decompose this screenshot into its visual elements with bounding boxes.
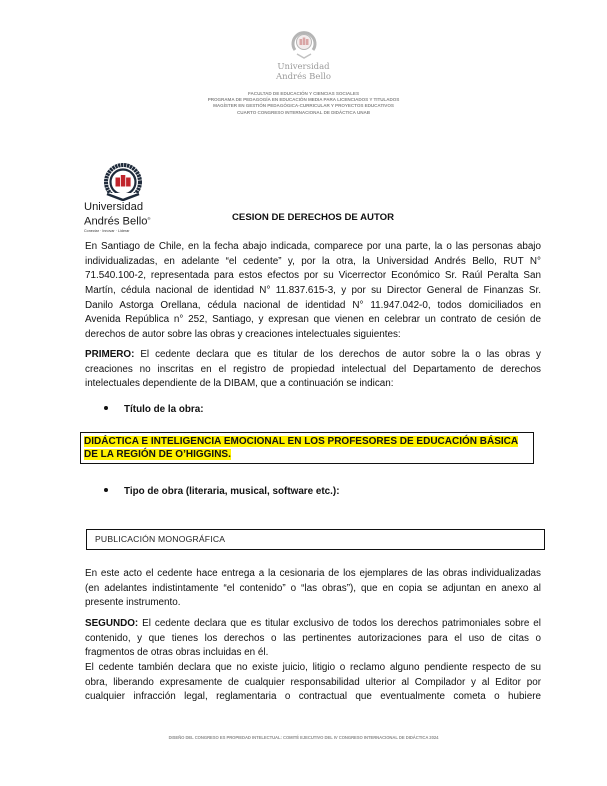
header-logo — [0, 28, 607, 82]
primero-line — [85, 348, 541, 363]
intro-paragraph — [85, 240, 541, 343]
work-title-line: DE LA REGIÓN DE O’HIGGINS. — [84, 448, 231, 460]
primero-line: intelectuales dependiente de la DIBAM, que a continuación se indican: — [85, 378, 394, 390]
university-crest-icon — [289, 28, 319, 62]
bullet-icon — [104, 406, 108, 410]
segundo-text: El cedente declara que es titular exclusivo de todos los derechos patrimoniales sobre el — [138, 618, 541, 629]
header-university-line1: Universidad — [277, 62, 330, 72]
logo-line1: Universidad — [84, 201, 144, 213]
intro-line: derechos de autor sobre las obras y creaciones intelectuales siguientes: — [85, 329, 401, 341]
page-footer: DISEÑO DEL CONGRESO ES PROPIEDAD INTELECTUAL: COMITÉ EJECUTIVO DEL IV CONGRESO INTERNACIONAL DE DIDÁCTICA 2024 — [168, 735, 439, 740]
bullet-work-type-label: Tipo de obra (literaria, musical, software etc.): — [124, 486, 340, 497]
unab-logo — [84, 163, 176, 233]
bullet-icon — [104, 488, 108, 492]
congress-line: CUARTO CONGRESO INTERNACIONAL DE DIDÁCTICA UNAB — [236, 109, 371, 115]
intro-line: Martín, cédula nacional de identidad N° 11.837.615-3, y por su Director General de Finanzas Sr. — [85, 285, 541, 297]
magister-line: MAGÍSTER EN GESTIÓN PEDAGÓGICA-CURRICULAR Y PROYECTOS EDUCATIVOS — [213, 103, 394, 109]
declaration-line: El cedente también declara que no existe juicio, litigio o reclamo alguno pendiente respecto de su — [85, 662, 541, 674]
work-title-line: DIDÁCTICA E INTELIGENCIA EMOCIONAL EN LOS PROFESORES DE EDUCACIÓN BÁSICA — [84, 436, 519, 447]
intro-line: individualizadas, en adelante “el cedente” y, por la otra, la Universidad Andrés Bello, RUT N° — [85, 255, 541, 267]
segundo-clause — [85, 617, 541, 705]
unab-crest-icon — [100, 163, 146, 201]
logo-line2 — [84, 213, 176, 228]
segundo-label: SEGUNDO: — [85, 618, 139, 629]
delivery-line: (en adelantes indistintamente “el contenido” o “las obras”), que en copia se adjuntan en anexo al — [85, 582, 541, 594]
header-university-line2: Andrés Bello — [275, 72, 332, 82]
work-type-box — [86, 529, 545, 550]
primero-label: PRIMERO: — [85, 349, 135, 360]
segundo-line: fragmentos de otras obras incluidas en él. — [85, 647, 269, 659]
primero-line: creaciones no inscritas en el registro de propiedad intelectual del Departamento de derechos — [85, 363, 541, 375]
intro-line: Danilo Astorga Orellana, cédula nacional de identidad N° 11.947.042-0, todos domiciliados en — [85, 299, 541, 311]
intro-line: En Santiago de Chile, en la fecha abajo indicada, comparece por una parte, la o las personas abajo — [85, 241, 541, 252]
declaration-line: cualquier infracción legal, reglamentaria o contractual que eventualmente cometa o hubiere — [85, 691, 541, 703]
primero-text: El cedente declara que es titular de los derechos de autor sobre la o las obras y — [134, 349, 541, 360]
registered-mark: ® — [147, 216, 151, 221]
logo-tagline: Conectar · Innovar · Liderar — [84, 228, 130, 233]
work-title-box — [80, 432, 534, 464]
delivery-paragraph — [85, 567, 541, 611]
primero-clause — [85, 348, 541, 392]
work-type-text: PUBLICACIÓN MONOGRÁFICA — [95, 534, 226, 544]
intro-line: Avenida República n° 252, Santiago, y expresan que vienen en celebrar un contrato de cesión de — [85, 314, 541, 326]
faculty-header — [0, 91, 607, 116]
bullet-work-title — [104, 404, 204, 415]
intro-line: 71.540.100-2, representada para estos efectos por su Vicerrector Económico Sr. Raúl Peralta San — [85, 270, 541, 282]
segundo-line: contenido, y que tienes los derechos o las pertinentes autorizaciones para el uso de citas o — [85, 632, 541, 644]
declaration-line: obra, liberando expresamente de cualquier responsabilidad ulterior al Compilador y al Editor por — [85, 676, 541, 688]
logo-line2-text: Andrés Bello — [84, 215, 148, 228]
program-line: PROGRAMA DE PEDAGOGÍA EN EDUCACIÓN MEDIA PARA LICENCIADOS Y TITULADOS — [207, 97, 400, 103]
document-title: CESION DE DERECHOS DE AUTOR — [232, 212, 395, 223]
bullet-work-title-label: Título de la obra: — [124, 404, 204, 415]
bullet-work-type — [104, 486, 339, 497]
work-title-text — [84, 436, 518, 461]
faculty-line: FACULTAD DE EDUCACIÓN Y CIENCIAS SOCIALES — [248, 91, 359, 96]
delivery-line: En este acto el cedente hace entrega a la cesionaria de los ejemplares de las obras individualizadas — [85, 568, 541, 579]
segundo-line — [85, 617, 541, 632]
delivery-line: presente instrumento. — [85, 597, 181, 609]
